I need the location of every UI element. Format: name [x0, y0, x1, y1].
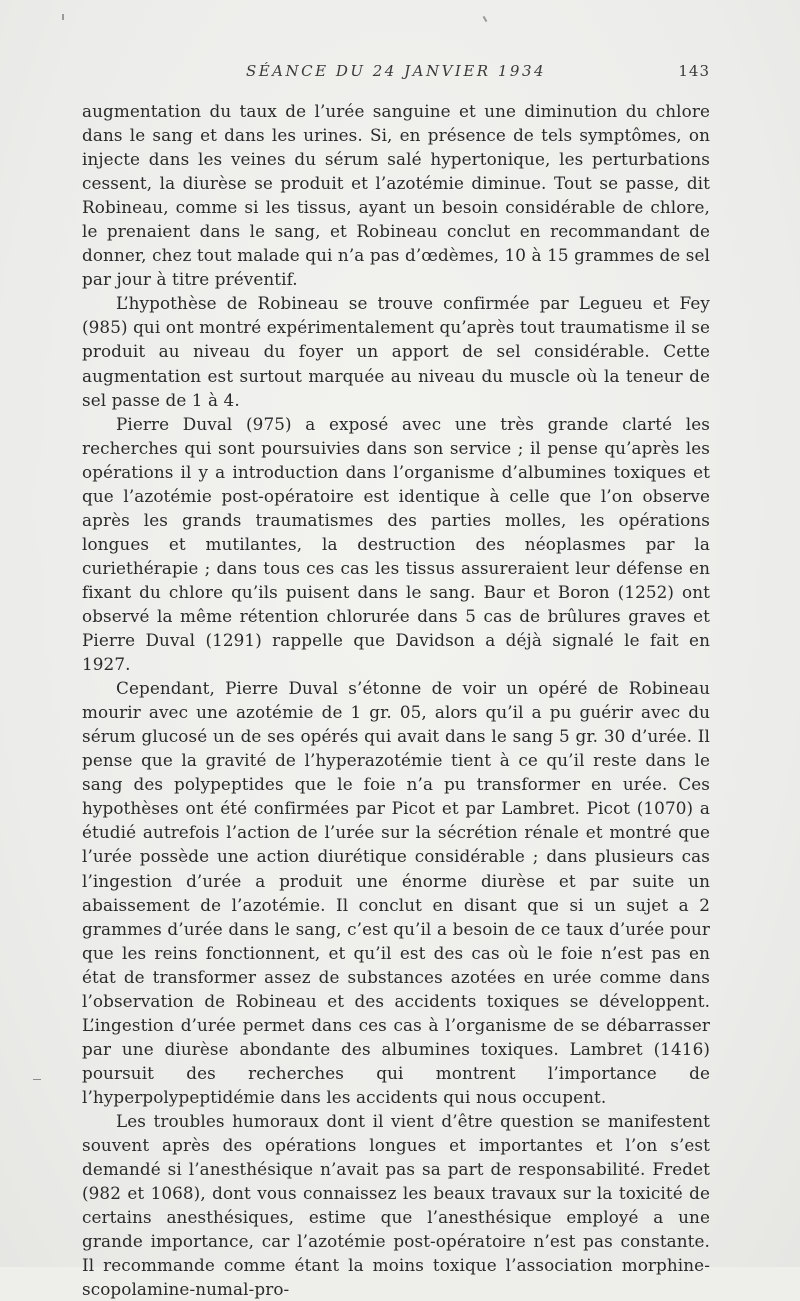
page-number: 143 [678, 62, 710, 80]
paragraph: Les troubles humoraux dont il vient d’être question se manifestent souvent après des opérations longues et importantes et l’on s’est demandé si l’anesthésique n’avait pas sa part de responsabilité. Fredet (982 et 1068), dont vous connaissez les beaux travaux sur la toxicité de certains anesthésiques, estime que l’anesthésique employé a une grande importance, car l’azotémie post-opératoire n’est pas constante. Il recommande comme étant la moins toxique l’association morphine-scopolamine-numal-pro- [82, 1110, 710, 1300]
paragraph: Pierre Duval (975) a exposé avec une très grande clarté les recherches qui sont poursuivies dans son service ; il pense qu’après les opérations il y a introduction dans l’organisme d’albumines toxiques et que l’azotémie post-opératoire est identique à celle que l’on observe après les grands traumatismes des parties molles, les opérations longues et mutilantes, la destruction des néoplasmes par la curiethérapie ; dans tous ces cas les tissus assureraient leur défense en fixant du chlore qu’ils puisent dans le sang. Baur et Boron (1252) ont observé la même rétention chlorurée dans 5 cas de brûlures graves et Pierre Duval (1291) rappelle que Davidson a déjà signalé le fait en 1927. [82, 413, 710, 675]
margin-mark [33, 1079, 41, 1080]
paragraph: Cependant, Pierre Duval s’étonne de voir un opéré de Robineau mourir avec une azotémie de 1 gr. 05, alors qu’il a pu guérir avec du sérum glucosé un de ses opérés qui avait dans le sang 5 gr. 30 d’urée. Il pense que la gravité de l’hyperazotémie tient à ce qu’il reste dans le sang des polypeptides que le foie n’a pu transformer en urée. Ces hypothèses ont été confirmées par Picot et par Lambret. Picot (1070) a étudié autrefois l’action de l’urée sur la sécrétion rénale et montré que l’urée possède une action diurétique considérable ; dans plusieurs cas l’ingestion d’urée a produit une énorme diurèse et par suite un abaissement de l’azotémie. Il conclut en disant que si un sujet a 2 grammes d’urée dans le sang, c’est qu’il a besoin de ce taux d’urée pour que les reins fonctionnent, et qu’il est des cas où le foie n’est pas en état de transformer assez de substances azotées en urée comme dans l’observation de Robineau et des accidents toxiques se développent. L’ingestion d’urée permet dans ces cas à l’organisme de se débarrasser par une diurèse abondante des albumines toxiques. Lambret (1416) poursuit des recherches qui montrent l’importance de l’hyperpolypeptidémie dans les accidents qui nous occupent. [82, 678, 710, 1107]
paragraph: L’hypothèse de Robineau se trouve confirmée par Legueu et Fey (985) qui ont montré expérimentalement qu’après tout traumatisme il se produit au niveau du foyer un apport de sel considérable. Cette augmentation est surtout marquée au niveau du muscle où la teneur de sel passe de 1 à 4. [82, 293, 710, 410]
page-speck [483, 16, 488, 22]
page-header [82, 62, 710, 84]
paragraph: augmentation du taux de l’urée sanguine et une diminution du chlore dans le sang et dans les urines. Si, en présence de tels symptômes, on injecte dans les veines du sérum salé hypertonique, les perturbations cessent, la diurèse se produit et l’azotémie diminue. Tout se passe, dit Robineau, comme si les tissus, ayant un besoin considérable de chlore, le prenaient dans le sang, et Robineau conclut en recommandant de donner, chez tout malade qui n’a pas d’œdèmes, 10 à 15 grammes de sel par jour à titre préventif. [82, 101, 710, 290]
running-head: SÉANCE DU 24 JANVIER 1934 [245, 62, 547, 80]
page-speck [62, 14, 64, 20]
body-text [82, 99, 710, 1301]
